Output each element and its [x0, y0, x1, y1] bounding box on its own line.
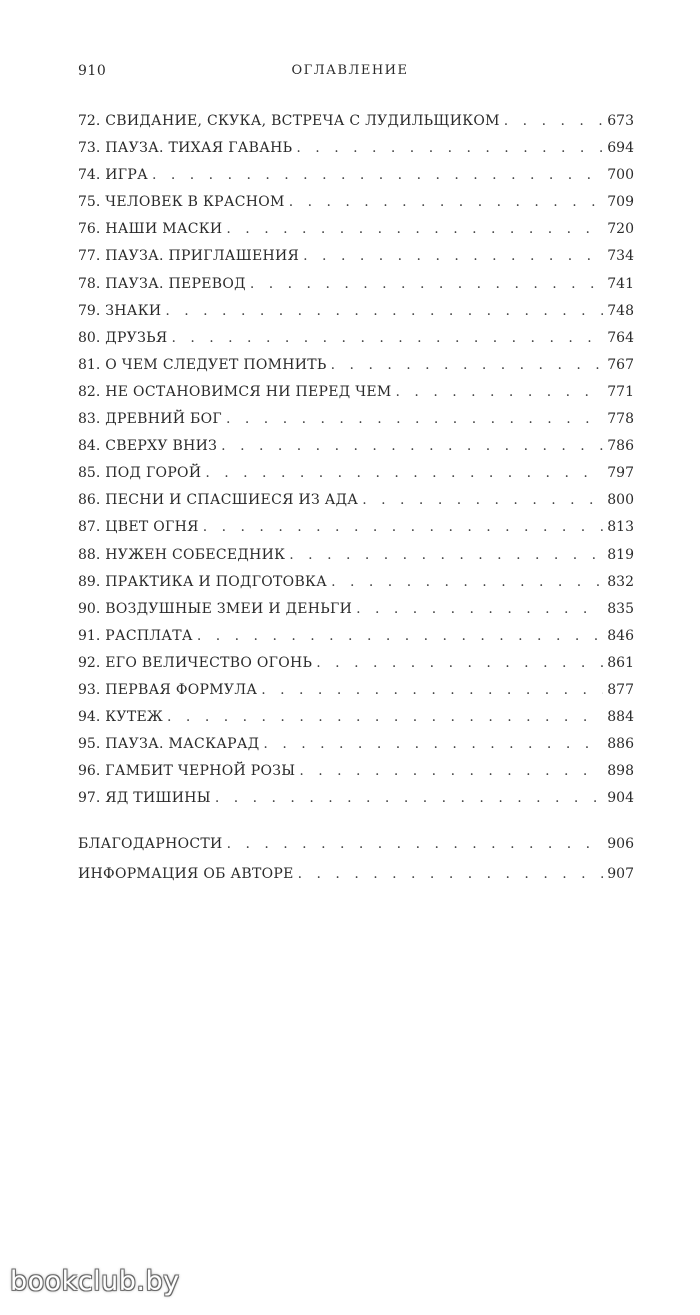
toc-entry — [78, 758, 634, 785]
table-of-contents — [78, 108, 634, 812]
toc-entry-page: 886 — [607, 736, 634, 753]
dot-leader — [171, 325, 603, 352]
backmatter-title: ИНФОРМАЦИЯ ОБ АВТОРЕ — [78, 866, 294, 882]
toc-entry-title: ЦВЕТ ОГНЯ — [105, 519, 199, 536]
backmatter-list — [78, 829, 634, 889]
toc-entry-title: ПАУЗА. ПЕРЕВОД — [105, 275, 246, 292]
toc-entry-title: ПЕРВАЯ ФОРМУЛА — [105, 681, 258, 698]
toc-entry-title: СВЕРХУ ВНИЗ — [105, 438, 218, 455]
dot-leader — [152, 162, 603, 189]
dot-leader — [197, 623, 603, 650]
toc-entry — [78, 298, 634, 325]
backmatter-page: 907 — [607, 866, 634, 882]
toc-entry-page: 813 — [607, 519, 634, 536]
toc-entry — [78, 677, 634, 704]
toc-entry — [78, 514, 634, 541]
toc-entry — [78, 271, 634, 298]
dot-leader — [221, 433, 603, 460]
toc-entry-title: ПАУЗА. ПРИГЛАШЕНИЯ — [105, 248, 300, 265]
toc-entry-number: 84. — [78, 438, 101, 455]
toc-entry — [78, 596, 634, 623]
toc-entry-page: 778 — [607, 411, 634, 428]
dot-leader — [331, 352, 604, 379]
dot-leader — [299, 758, 603, 785]
dot-leader — [261, 677, 603, 704]
toc-entry-number: 91. — [78, 627, 101, 644]
toc-entry — [78, 460, 634, 487]
toc-entry-number: 81. — [78, 356, 101, 373]
toc-entry-title: РАСПЛАТА — [105, 627, 193, 644]
toc-entry-page: 861 — [607, 654, 634, 671]
toc-entry-number: 75. — [78, 194, 101, 211]
toc-entry-page: 846 — [607, 627, 634, 644]
dot-leader — [316, 650, 603, 677]
toc-entry-number: 97. — [78, 790, 101, 807]
dot-leader — [356, 596, 603, 623]
toc-entry-number: 80. — [78, 329, 101, 346]
toc-entry-title: НАШИ МАСКИ — [105, 221, 223, 238]
toc-entry-number: 88. — [78, 546, 101, 563]
toc-entry-page: 898 — [607, 763, 634, 780]
toc-entry — [78, 487, 634, 514]
toc-entry-number: 74. — [78, 167, 101, 184]
toc-entry-number: 94. — [78, 709, 101, 726]
backmatter-page: 906 — [607, 836, 634, 852]
toc-entry — [78, 352, 634, 379]
toc-entry-page: 694 — [607, 140, 634, 157]
toc-entry-title: ДРЕВНИЙ БОГ — [105, 411, 222, 428]
toc-entry-page: 832 — [607, 573, 634, 590]
toc-entry-title: ЕГО ВЕЛИЧЕСТВО ОГОНЬ — [105, 654, 313, 671]
toc-entry — [78, 704, 634, 731]
toc-entry — [78, 731, 634, 758]
toc-entry-title: СВИДАНИЕ, СКУКА, ВСТРЕЧА С ЛУДИЛЬЩИКОМ — [105, 113, 500, 129]
dot-leader — [227, 829, 604, 859]
toc-entry — [78, 406, 634, 433]
toc-entry-title: ВОЗДУШНЫЕ ЗМЕИ И ДЕНЬГИ — [105, 600, 353, 617]
toc-entry-title: НУЖЕН СОБЕСЕДНИК — [105, 546, 286, 563]
toc-entry — [78, 189, 634, 216]
toc-entry — [78, 542, 634, 569]
toc-entry-number: 83. — [78, 411, 101, 428]
toc-entry-page: 835 — [607, 600, 634, 617]
dot-leader — [165, 298, 603, 325]
watermark: bookclub.by — [10, 1266, 180, 1297]
toc-entry-title: ЧЕЛОВЕК В КРАСНОМ — [105, 194, 285, 211]
toc-entry-number: 76. — [78, 221, 101, 238]
toc-entry-page: 819 — [607, 546, 634, 563]
toc-entry-page: 786 — [607, 438, 634, 455]
toc-entry — [78, 433, 634, 460]
toc-entry — [78, 379, 634, 406]
toc-entry-page: 877 — [607, 681, 634, 698]
toc-entry-title: ГАМБИТ ЧЕРНОЙ РОЗЫ — [105, 763, 296, 780]
toc-entry-page: 764 — [607, 329, 634, 346]
toc-entry-title: ИГРА — [105, 167, 148, 184]
toc-entry-title: ДРУЗЬЯ — [105, 329, 168, 346]
toc-entry-title: ЗНАКИ — [105, 302, 162, 319]
toc-entry-title: НЕ ОСТАНОВИМСЯ НИ ПЕРЕД ЧЕМ — [105, 383, 392, 400]
dot-leader — [331, 569, 603, 596]
dot-leader — [215, 785, 603, 812]
toc-entry-number: 86. — [78, 492, 101, 509]
dot-leader — [303, 243, 603, 270]
backmatter-title: БЛАГОДАРНОСТИ — [78, 836, 223, 852]
toc-entry-page: 767 — [607, 356, 634, 373]
toc-entry-page: 884 — [607, 709, 634, 726]
toc-entry-number: 79. — [78, 302, 101, 319]
toc-entry — [78, 162, 634, 189]
dot-leader — [504, 108, 604, 135]
toc-entry-number: 87. — [78, 519, 101, 536]
dot-leader — [203, 514, 604, 541]
toc-entry-number: 92. — [78, 654, 101, 671]
toc-entry-page: 734 — [607, 248, 634, 265]
toc-entry-title: ПОД ГОРОЙ — [105, 465, 202, 482]
toc-entry-number: 96. — [78, 763, 101, 780]
toc-entry-number: 72. — [78, 113, 101, 129]
dot-leader — [205, 460, 603, 487]
toc-entry — [78, 569, 634, 596]
toc-entry-title: ПАУЗА. ТИХАЯ ГАВАНЬ — [105, 140, 293, 157]
toc-entry-number: 78. — [78, 275, 101, 292]
dot-leader — [226, 216, 603, 243]
toc-entry-number: 77. — [78, 248, 101, 265]
toc-entry-title: ПЕСНИ И СПАСШИЕСЯ ИЗ АДА — [105, 492, 359, 509]
toc-entry-number: 85. — [78, 465, 101, 482]
toc-entry — [78, 623, 634, 650]
toc-entry-title: О ЧЕМ СЛЕДУЕТ ПОМНИТЬ — [105, 356, 327, 373]
toc-entry-title: ПРАКТИКА И ПОДГОТОВКА — [105, 573, 328, 590]
toc-entry-page: 771 — [607, 383, 634, 400]
toc-entry-page: 700 — [607, 167, 634, 184]
dot-leader — [226, 406, 603, 433]
toc-entry-number: 95. — [78, 736, 101, 753]
toc-entry-number: 90. — [78, 600, 101, 617]
backmatter-entry — [78, 829, 634, 859]
toc-entry — [78, 650, 634, 677]
dot-leader — [263, 731, 603, 758]
toc-entry-page: 797 — [607, 465, 634, 482]
dot-leader — [396, 379, 604, 406]
toc-entry — [78, 785, 634, 812]
toc-entry-number: 93. — [78, 681, 101, 698]
toc-entry-page: 673 — [607, 113, 634, 129]
toc-entry — [78, 216, 634, 243]
dot-leader — [250, 271, 603, 298]
running-header: ОГЛАВЛЕНИЕ — [291, 63, 409, 78]
backmatter-entry — [78, 859, 634, 889]
page-number: 910 — [78, 63, 107, 79]
toc-entry-title: ПАУЗА. МАСКАРАД — [105, 736, 260, 753]
toc-entry — [78, 243, 634, 270]
toc-entry — [78, 108, 634, 135]
dot-leader — [167, 704, 603, 731]
dot-leader — [289, 542, 603, 569]
toc-entry-page: 720 — [607, 221, 634, 238]
toc-entry-number: 73. — [78, 140, 101, 157]
toc-entry-page: 800 — [607, 492, 634, 509]
dot-leader — [362, 487, 603, 514]
toc-entry-page: 748 — [607, 302, 634, 319]
toc-entry-page: 709 — [607, 194, 634, 211]
toc-entry-title: ЯД ТИШИНЫ — [105, 790, 211, 807]
toc-entry — [78, 325, 634, 352]
toc-entry-page: 741 — [607, 275, 634, 292]
toc-entry-number: 82. — [78, 383, 101, 400]
dot-leader — [296, 135, 603, 162]
dot-leader — [298, 859, 604, 889]
toc-entry-number: 89. — [78, 573, 101, 590]
toc-entry-title: КУТЕЖ — [105, 709, 164, 726]
dot-leader — [289, 189, 604, 216]
toc-entry — [78, 135, 634, 162]
toc-entry-page: 904 — [607, 790, 634, 807]
